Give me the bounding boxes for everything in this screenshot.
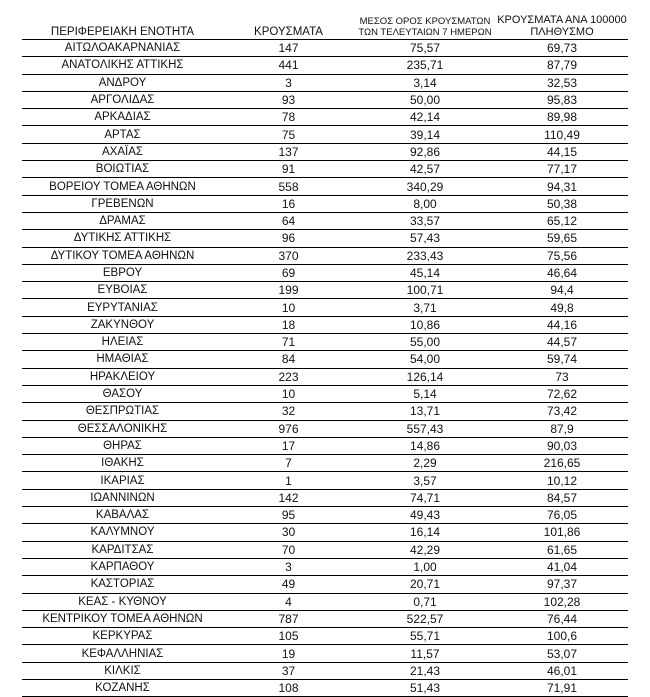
cell-per100k: 71,91 (496, 679, 628, 696)
cell-per100k: 101,86 (496, 524, 628, 541)
cell-cases: 70 (223, 541, 354, 558)
cell-cases: 16 (223, 195, 354, 212)
cell-cases: 976 (223, 420, 354, 437)
cell-per100k: 65,12 (496, 212, 628, 229)
table-row (22, 679, 628, 696)
cell-region: ΚΑΛΥΜΝΟΥ (22, 524, 223, 541)
cell-cases: 69 (223, 264, 354, 281)
table-row (22, 40, 628, 57)
cell-cases: 441 (223, 57, 354, 74)
cell-cases: 91 (223, 161, 354, 178)
cell-per100k: 100,6 (496, 628, 628, 645)
cell-avg7: 21,43 (354, 662, 496, 679)
cell-avg7: 2,29 (354, 455, 496, 472)
cell-per100k: 10,12 (496, 472, 628, 489)
table-row (22, 558, 628, 575)
table-row (22, 264, 628, 281)
cell-cases: 3 (223, 74, 354, 91)
cell-per100k: 110,49 (496, 126, 628, 143)
table-row (22, 91, 628, 108)
cell-region: ΑΝΔΡΟΥ (22, 74, 223, 91)
cell-per100k: 44,15 (496, 143, 628, 160)
cell-avg7: 1,00 (354, 558, 496, 575)
cell-region: ΙΘΑΚΗΣ (22, 455, 223, 472)
header-avg7-line1: ΜΕΣΟΣ ΟΡΟΣ ΚΡΟΥΣΜΑΤΩΝ (359, 16, 491, 27)
cell-avg7: 100,71 (354, 282, 496, 299)
cell-cases: 37 (223, 662, 354, 679)
cell-avg7: 0,71 (354, 593, 496, 610)
cell-cases: 142 (223, 489, 354, 506)
cell-region: ΚΕΡΚΥΡΑΣ (22, 628, 223, 645)
cell-per100k: 102,28 (496, 593, 628, 610)
cell-region: ΔΥΤΙΚΗΣ ΑΤΤΙΚΗΣ (22, 230, 223, 247)
table-row (22, 126, 628, 143)
cell-cases: 96 (223, 230, 354, 247)
cell-region: ΕΥΒΟΙΑΣ (22, 282, 223, 299)
table-row (22, 662, 628, 679)
table-row (22, 628, 628, 645)
cell-avg7: 3,14 (354, 74, 496, 91)
cell-avg7: 10,86 (354, 316, 496, 333)
cell-cases: 95 (223, 507, 354, 524)
table-row (22, 178, 628, 195)
cell-cases: 4 (223, 593, 354, 610)
cell-per100k: 76,05 (496, 507, 628, 524)
table-row (22, 420, 628, 437)
cell-per100k: 44,57 (496, 334, 628, 351)
cell-region: ΖΑΚΥΝΘΟΥ (22, 316, 223, 333)
header-per100k-line2: ΠΛΗΘΥΣΜΟ (530, 26, 594, 38)
table-row (22, 524, 628, 541)
cell-region: ΑΙΤΩΛΟΑΚΑΡΝΑΝΙΑΣ (22, 40, 223, 57)
cell-region: ΗΡΑΚΛΕΙΟΥ (22, 368, 223, 385)
cell-region: ΚΑΒΑΛΑΣ (22, 507, 223, 524)
cell-region: ΚΕΦΑΛΛΗΝΙΑΣ (22, 645, 223, 662)
cell-avg7: 557,43 (354, 420, 496, 437)
cell-cases: 84 (223, 351, 354, 368)
table-row (22, 489, 628, 506)
cell-cases: 370 (223, 247, 354, 264)
table-row (22, 316, 628, 333)
cell-region: ΕΒΡΟΥ (22, 264, 223, 281)
cell-region: ΑΡΚΑΔΙΑΣ (22, 109, 223, 126)
cell-avg7: 5,14 (354, 385, 496, 402)
header-avg7 (354, 6, 496, 40)
cell-avg7: 8,00 (354, 195, 496, 212)
cell-avg7: 3,57 (354, 472, 496, 489)
table-row (22, 576, 628, 593)
header-row (22, 6, 628, 40)
cell-cases: 108 (223, 679, 354, 696)
cell-per100k: 73 (496, 368, 628, 385)
cell-per100k: 46,64 (496, 264, 628, 281)
table-row (22, 507, 628, 524)
table-body (22, 40, 628, 697)
table-row (22, 645, 628, 662)
cell-per100k: 77,17 (496, 161, 628, 178)
cell-region: ΚΑΣΤΟΡΙΑΣ (22, 576, 223, 593)
header-avg7-line2: ΤΩΝ ΤΕΛΕΥΤΑΙΩΝ 7 ΗΜΕΡΩΝ (358, 27, 492, 38)
cell-region: ΑΧΑΪΑΣ (22, 143, 223, 160)
table-row (22, 109, 628, 126)
header-per100k (496, 6, 628, 40)
cell-avg7: 55,00 (354, 334, 496, 351)
cell-cases: 1 (223, 472, 354, 489)
cell-region: ΗΛΕΙΑΣ (22, 334, 223, 351)
cell-cases: 18 (223, 316, 354, 333)
cell-avg7: 42,29 (354, 541, 496, 558)
cell-avg7: 57,43 (354, 230, 496, 247)
cell-region: ΑΝΑΤΟΛΙΚΗΣ ΑΤΤΙΚΗΣ (22, 57, 223, 74)
cell-per100k: 73,42 (496, 403, 628, 420)
header-per100k-line1: ΚΡΟΥΣΜΑΤΑ ΑΝΑ 100000 (497, 14, 627, 26)
cell-region: ΕΥΡΥΤΑΝΙΑΣ (22, 299, 223, 316)
cell-per100k: 59,74 (496, 351, 628, 368)
table-row (22, 334, 628, 351)
cell-region: ΒΟΡΕΙΟΥ ΤΟΜΕΑ ΑΘΗΝΩΝ (22, 178, 223, 195)
table-row (22, 403, 628, 420)
cell-cases: 787 (223, 610, 354, 627)
cell-cases: 223 (223, 368, 354, 385)
cell-cases: 147 (223, 40, 354, 57)
table-row (22, 541, 628, 558)
cell-per100k: 75,56 (496, 247, 628, 264)
cell-per100k: 76,44 (496, 610, 628, 627)
table-row (22, 282, 628, 299)
cell-region: ΚΙΛΚΙΣ (22, 662, 223, 679)
cell-avg7: 33,57 (354, 212, 496, 229)
cell-region: ΙΩΑΝΝΙΝΩΝ (22, 489, 223, 506)
cell-avg7: 49,43 (354, 507, 496, 524)
cell-cases: 199 (223, 282, 354, 299)
cell-per100k: 72,62 (496, 385, 628, 402)
cell-region: ΔΡΑΜΑΣ (22, 212, 223, 229)
cell-cases: 32 (223, 403, 354, 420)
cell-avg7: 50,00 (354, 91, 496, 108)
cell-avg7: 235,71 (354, 57, 496, 74)
cell-avg7: 51,43 (354, 679, 496, 696)
cell-cases: 3 (223, 558, 354, 575)
table-row (22, 455, 628, 472)
cell-region: ΚΕΑΣ - ΚΥΘΝΟΥ (22, 593, 223, 610)
table-row (22, 212, 628, 229)
cell-per100k: 46,01 (496, 662, 628, 679)
cell-per100k: 90,03 (496, 437, 628, 454)
table-row (22, 368, 628, 385)
cell-avg7: 75,57 (354, 40, 496, 57)
cell-avg7: 42,57 (354, 161, 496, 178)
cell-region: ΘΑΣΟΥ (22, 385, 223, 402)
cell-region: ΓΡΕΒΕΝΩΝ (22, 195, 223, 212)
cell-cases: 19 (223, 645, 354, 662)
cell-avg7: 14,86 (354, 437, 496, 454)
cell-per100k: 87,9 (496, 420, 628, 437)
table-row (22, 437, 628, 454)
cell-region: ΚΑΡΠΑΘΟΥ (22, 558, 223, 575)
cell-per100k: 87,79 (496, 57, 628, 74)
cell-avg7: 55,71 (354, 628, 496, 645)
cell-per100k: 89,98 (496, 109, 628, 126)
table-row (22, 610, 628, 627)
cell-region: ΑΡΓΟΛΙΔΑΣ (22, 91, 223, 108)
cell-cases: 78 (223, 109, 354, 126)
cell-region: ΘΗΡΑΣ (22, 437, 223, 454)
table-row (22, 230, 628, 247)
table-row (22, 593, 628, 610)
cell-per100k: 61,65 (496, 541, 628, 558)
cell-cases: 105 (223, 628, 354, 645)
table-row (22, 472, 628, 489)
cell-region: ΚΕΝΤΡΙΚΟΥ ΤΟΜΕΑ ΑΘΗΝΩΝ (22, 610, 223, 627)
cell-region: ΗΜΑΘΙΑΣ (22, 351, 223, 368)
cell-avg7: 522,57 (354, 610, 496, 627)
cell-avg7: 92,86 (354, 143, 496, 160)
table-row (22, 247, 628, 264)
cell-avg7: 54,00 (354, 351, 496, 368)
cell-avg7: 74,71 (354, 489, 496, 506)
cell-avg7: 126,14 (354, 368, 496, 385)
cell-cases: 558 (223, 178, 354, 195)
table-header (22, 6, 628, 40)
cell-avg7: 42,14 (354, 109, 496, 126)
cell-avg7: 3,71 (354, 299, 496, 316)
cell-cases: 7 (223, 455, 354, 472)
cell-cases: 49 (223, 576, 354, 593)
cell-region: ΘΕΣΣΑΛΟΝΙΚΗΣ (22, 420, 223, 437)
cell-cases: 10 (223, 385, 354, 402)
table-row (22, 143, 628, 160)
cell-cases: 137 (223, 143, 354, 160)
cell-per100k: 32,53 (496, 74, 628, 91)
cell-per100k: 50,38 (496, 195, 628, 212)
cell-region: ΙΚΑΡΙΑΣ (22, 472, 223, 489)
cell-avg7: 11,57 (354, 645, 496, 662)
cell-per100k: 41,04 (496, 558, 628, 575)
cell-cases: 75 (223, 126, 354, 143)
cell-region: ΚΑΡΔΙΤΣΑΣ (22, 541, 223, 558)
table-row (22, 195, 628, 212)
cell-cases: 10 (223, 299, 354, 316)
cell-region: ΒΟΙΩΤΙΑΣ (22, 161, 223, 178)
table-row (22, 385, 628, 402)
cell-per100k: 97,37 (496, 576, 628, 593)
table-row (22, 74, 628, 91)
cell-avg7: 16,14 (354, 524, 496, 541)
table-row (22, 351, 628, 368)
cell-avg7: 20,71 (354, 576, 496, 593)
cell-region: ΔΥΤΙΚΟΥ ΤΟΜΕΑ ΑΘΗΝΩΝ (22, 247, 223, 264)
cell-region: ΑΡΤΑΣ (22, 126, 223, 143)
header-region: ΠΕΡΙΦΕΡΕΙΑΚΗ ΕΝΟΤΗΤΑ (22, 6, 223, 40)
cell-region: ΚΟΖΑΝΗΣ (22, 679, 223, 696)
cell-per100k: 95,83 (496, 91, 628, 108)
cell-per100k: 44,16 (496, 316, 628, 333)
table-row (22, 299, 628, 316)
cell-avg7: 340,29 (354, 178, 496, 195)
cell-cases: 30 (223, 524, 354, 541)
cell-region: ΘΕΣΠΡΩΤΙΑΣ (22, 403, 223, 420)
cell-cases: 17 (223, 437, 354, 454)
cell-avg7: 13,71 (354, 403, 496, 420)
table-row (22, 161, 628, 178)
table-row (22, 57, 628, 74)
cell-avg7: 233,43 (354, 247, 496, 264)
cell-cases: 64 (223, 212, 354, 229)
regional-cases-table (22, 6, 628, 697)
cell-per100k: 59,65 (496, 230, 628, 247)
cell-avg7: 45,14 (354, 264, 496, 281)
cell-per100k: 84,57 (496, 489, 628, 506)
cell-per100k: 216,65 (496, 455, 628, 472)
cell-per100k: 49,8 (496, 299, 628, 316)
cell-per100k: 69,73 (496, 40, 628, 57)
cell-per100k: 94,31 (496, 178, 628, 195)
cell-cases: 93 (223, 91, 354, 108)
cell-cases: 71 (223, 334, 354, 351)
cell-per100k: 94,4 (496, 282, 628, 299)
cell-avg7: 39,14 (354, 126, 496, 143)
cell-per100k: 53,07 (496, 645, 628, 662)
header-cases: ΚΡΟΥΣΜΑΤΑ (223, 6, 354, 40)
